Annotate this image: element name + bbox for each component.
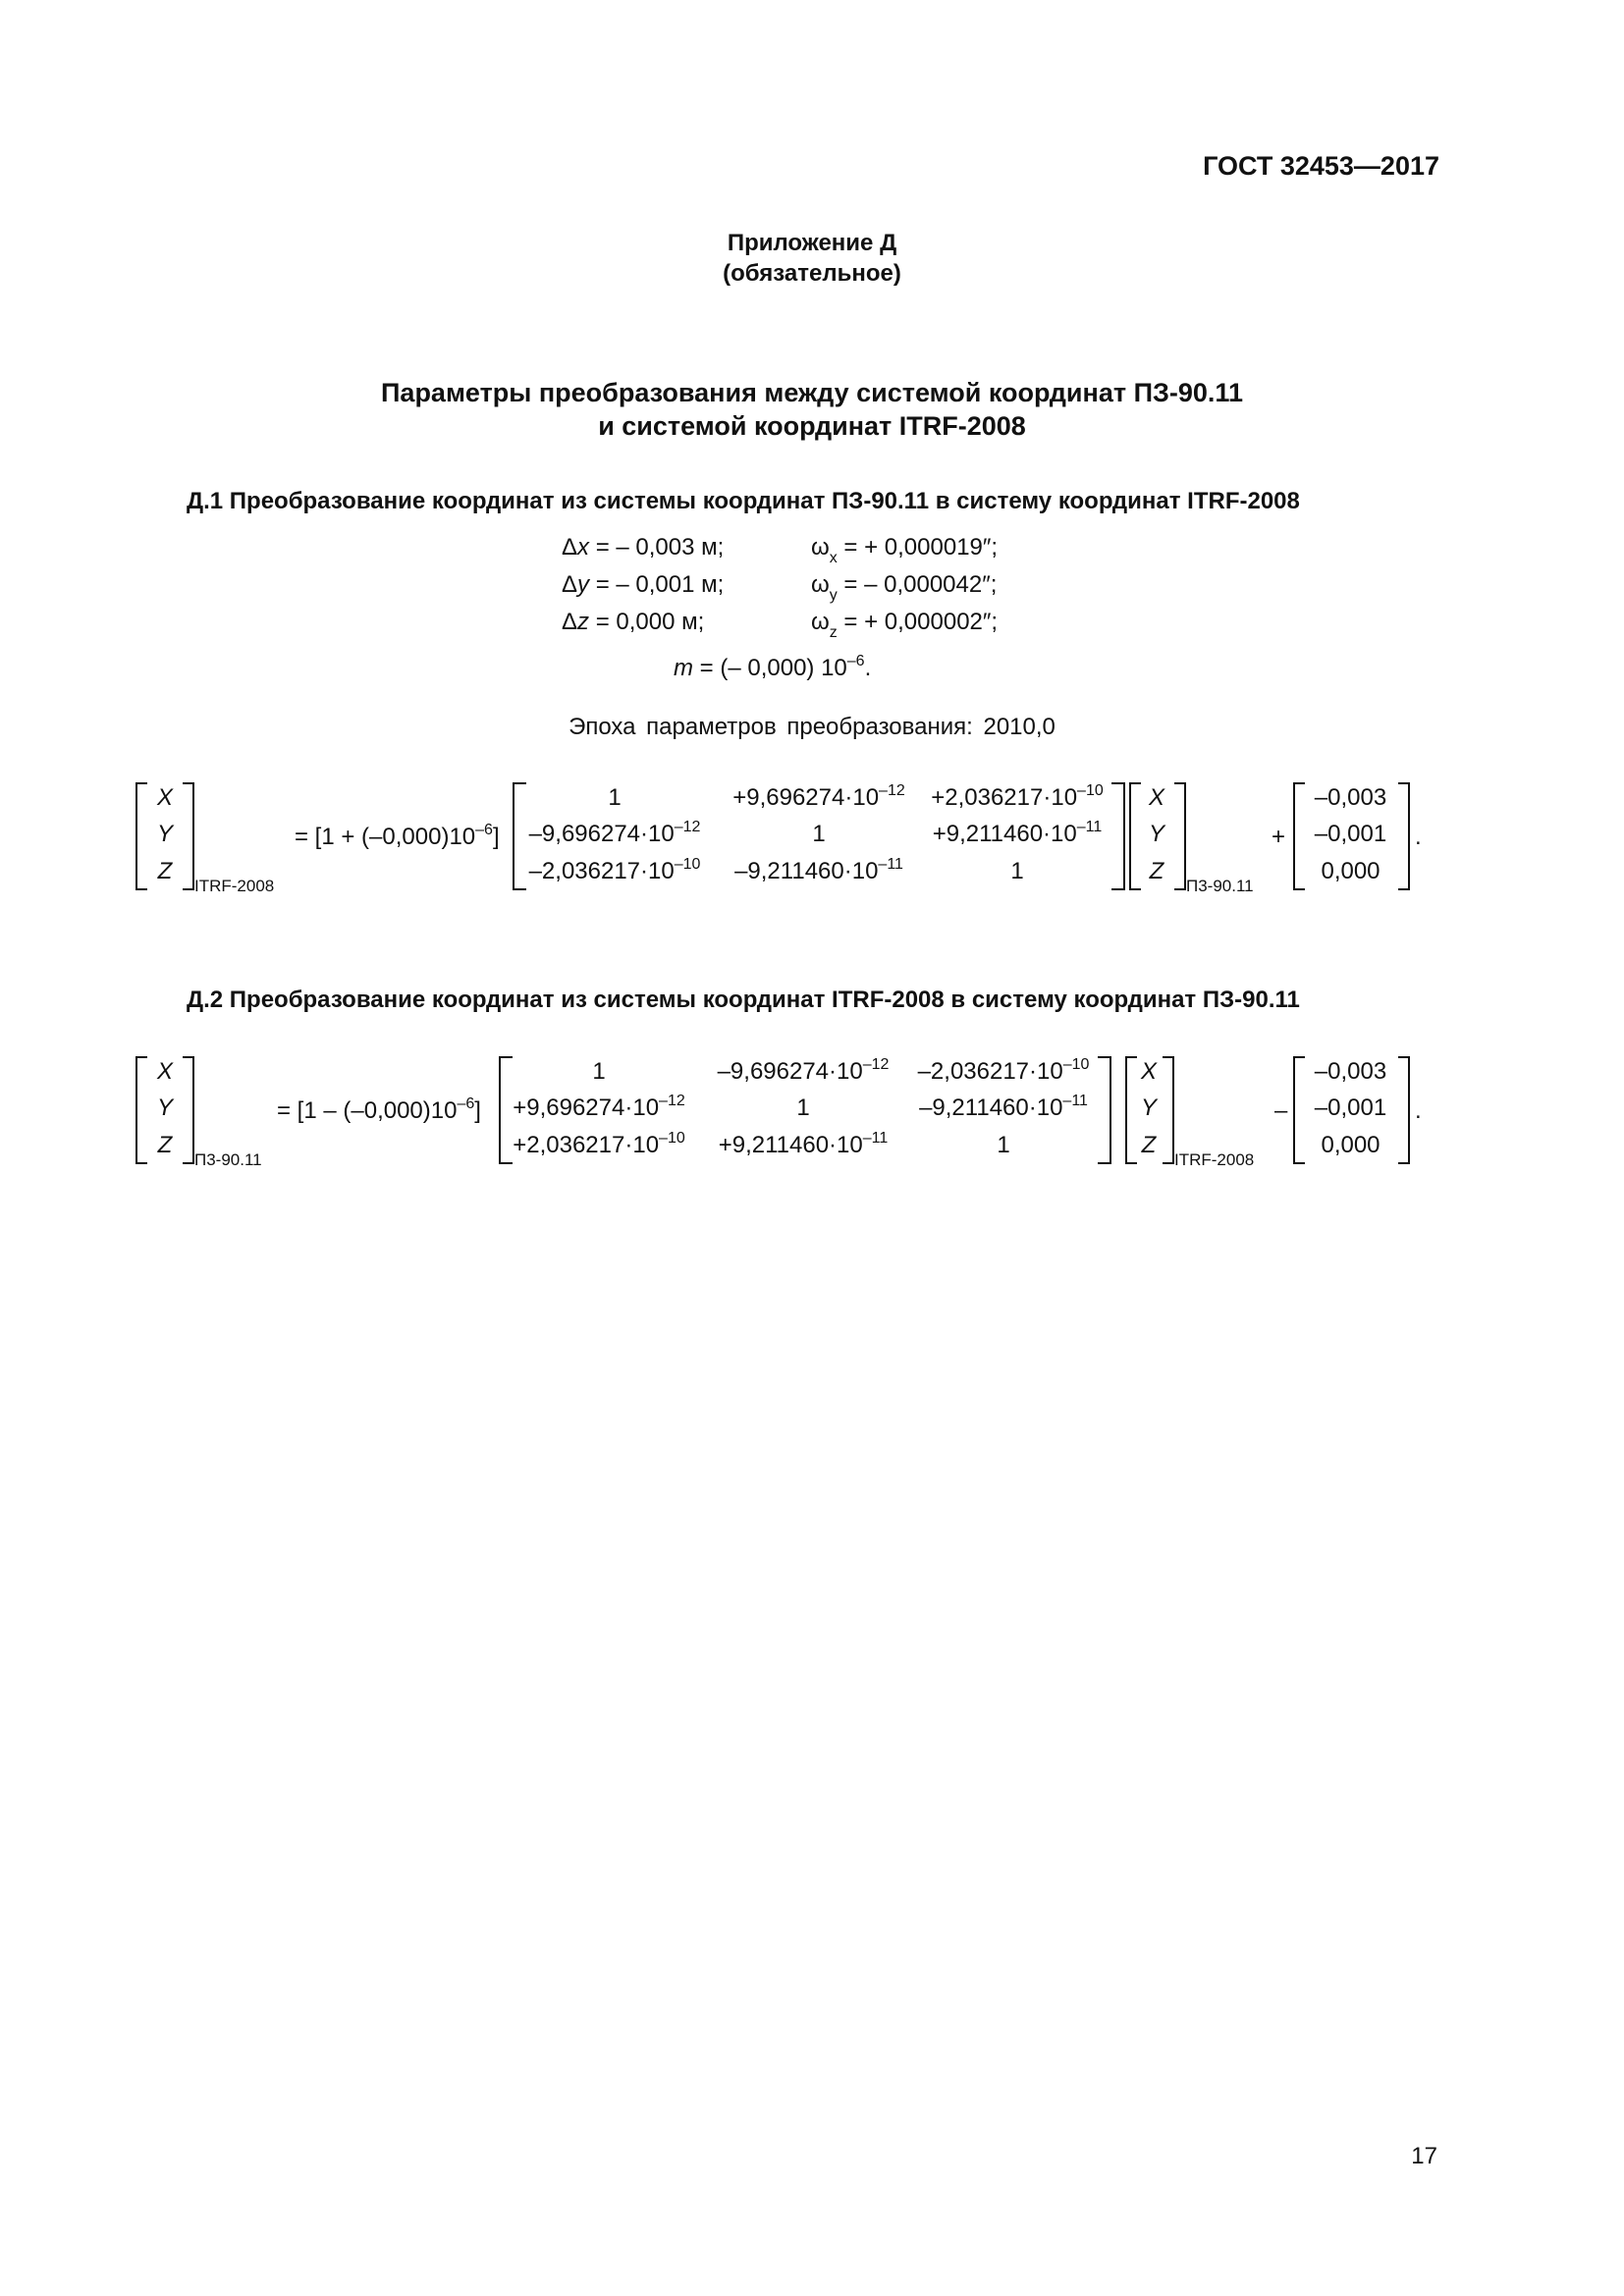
- matrix-cell: $+9,211460\cdot 10^{-11}$: [718, 1130, 889, 1158]
- matrix-cell: $+2,036217\cdot 10^{-10}$: [931, 782, 1104, 811]
- matrix-left-bracket: [513, 782, 526, 890]
- appendix-title: [0, 228, 1624, 289]
- param-scale: m = (– 0,000) $10^{-6}$.: [674, 653, 872, 681]
- page-number: 17: [1411, 2143, 1437, 2169]
- operator-plus: +: [1272, 824, 1286, 850]
- matrix-cell: 1: [1010, 858, 1024, 884]
- matrix-cell: 1: [812, 821, 826, 847]
- vec-x: X: [1140, 1058, 1157, 1085]
- vec-right-bracket: [1174, 782, 1186, 890]
- shift-x: –0,003: [1314, 784, 1387, 811]
- matrix-cell: $+9,211460\cdot 10^{-11}$: [932, 819, 1103, 847]
- section-1-heading: Д.1 Преобразование координат из системы координат ПЗ-90.11 в систему координат ITRF-2008: [187, 488, 1300, 514]
- matrix-cell: $+2,036217\cdot 10^{-10}$: [513, 1130, 685, 1158]
- param-delta-y: Δy = – 0,001 м;: [562, 571, 725, 598]
- shift-right-bracket: [1398, 782, 1410, 890]
- equation-period: .: [1415, 1097, 1422, 1124]
- matrix-right-bracket: [1098, 1056, 1111, 1164]
- matrix-cell: $+9,696274\cdot 10^{-12}$: [513, 1093, 685, 1121]
- matrix-cell: 1: [608, 784, 622, 811]
- lhs-left-bracket: [135, 1056, 147, 1164]
- matrix-right-bracket: [1111, 782, 1125, 890]
- vec-frame: ITRF-2008: [1174, 1150, 1255, 1169]
- appendix-status: (обязательное): [723, 260, 901, 287]
- matrix-cell: $-2,036217\cdot 10^{-10}$: [917, 1056, 1090, 1085]
- vec-frame: П3-90.11: [1186, 877, 1254, 895]
- lhs-frame: П3-90.11: [194, 1150, 262, 1169]
- document-title: [0, 376, 1624, 443]
- param-delta-x: Δx = – 0,003 м;: [562, 534, 725, 561]
- matrix-cell: $-9,211460\cdot 10^{-11}$: [919, 1093, 1088, 1121]
- param-omega-x: $\omega_x$ = + 0,000019″;: [811, 534, 999, 566]
- epoch-text: Эпоха параметров преобразования: 2010,0: [568, 714, 1056, 740]
- section-2-heading: Д.2 Преобразование координат из системы координат ITRF-2008 в систему координат ПЗ-90.11: [187, 987, 1300, 1013]
- param-omega-y: $\omega_y$ = – 0,000042″;: [811, 571, 998, 604]
- lhs-right-bracket: [183, 1056, 194, 1164]
- shift-z: 0,000: [1321, 1132, 1380, 1158]
- lhs-y: Y: [156, 821, 173, 847]
- lhs-left-bracket: [135, 782, 147, 890]
- lhs-x: X: [156, 784, 173, 811]
- standard-number: ГОСТ 32453—2017: [1203, 151, 1439, 181]
- lhs-y: Y: [156, 1095, 173, 1121]
- equation-period: .: [1415, 824, 1422, 850]
- operator-minus: –: [1274, 1097, 1288, 1124]
- lhs-right-bracket: [183, 782, 194, 890]
- scale-factor: = $[1 - (-0,000)10^{-6}]$: [277, 1095, 481, 1124]
- shift-right-bracket: [1398, 1056, 1410, 1164]
- shift-z: 0,000: [1321, 858, 1380, 884]
- document-title-line-2: и системой координат ITRF-2008: [598, 411, 1026, 441]
- vec-x: X: [1148, 784, 1164, 811]
- vec-y: Y: [1148, 821, 1164, 847]
- matrix-cell: $+9,696274\cdot 10^{-12}$: [732, 782, 905, 811]
- lhs-frame: ITRF-2008: [194, 877, 275, 895]
- matrix-cell: $-9,211460\cdot 10^{-11}$: [734, 856, 903, 884]
- appendix-label: Приложение Д: [727, 230, 897, 256]
- matrix-cell: $-2,036217\cdot 10^{-10}$: [528, 856, 701, 884]
- param-omega-z: $\omega_z$ = + 0,000002″;: [811, 609, 999, 641]
- matrix-cell: 1: [796, 1095, 810, 1121]
- matrix-cell: $-9,696274\cdot 10^{-12}$: [717, 1056, 890, 1085]
- matrix-cell: $-9,696274\cdot 10^{-12}$: [528, 819, 701, 847]
- shift-y: –0,001: [1314, 821, 1387, 847]
- lhs-z: Z: [157, 1132, 173, 1158]
- param-delta-z: Δz = 0,000 м;: [562, 609, 705, 635]
- matrix-cell: 1: [592, 1058, 606, 1085]
- scale-factor: = $[1 + (-0,000)10^{-6}]$: [295, 822, 500, 850]
- matrix-cell: 1: [997, 1132, 1010, 1158]
- lhs-x: X: [156, 1058, 173, 1085]
- lhs-z: Z: [157, 858, 173, 884]
- vec-y: Y: [1140, 1095, 1157, 1121]
- shift-x: –0,003: [1314, 1058, 1387, 1085]
- vec-z: Z: [1149, 858, 1164, 884]
- shift-y: –0,001: [1314, 1095, 1387, 1121]
- vec-z: Z: [1141, 1132, 1157, 1158]
- document-title-line-1: Параметры преобразования между системой координат ПЗ-90.11: [381, 378, 1243, 407]
